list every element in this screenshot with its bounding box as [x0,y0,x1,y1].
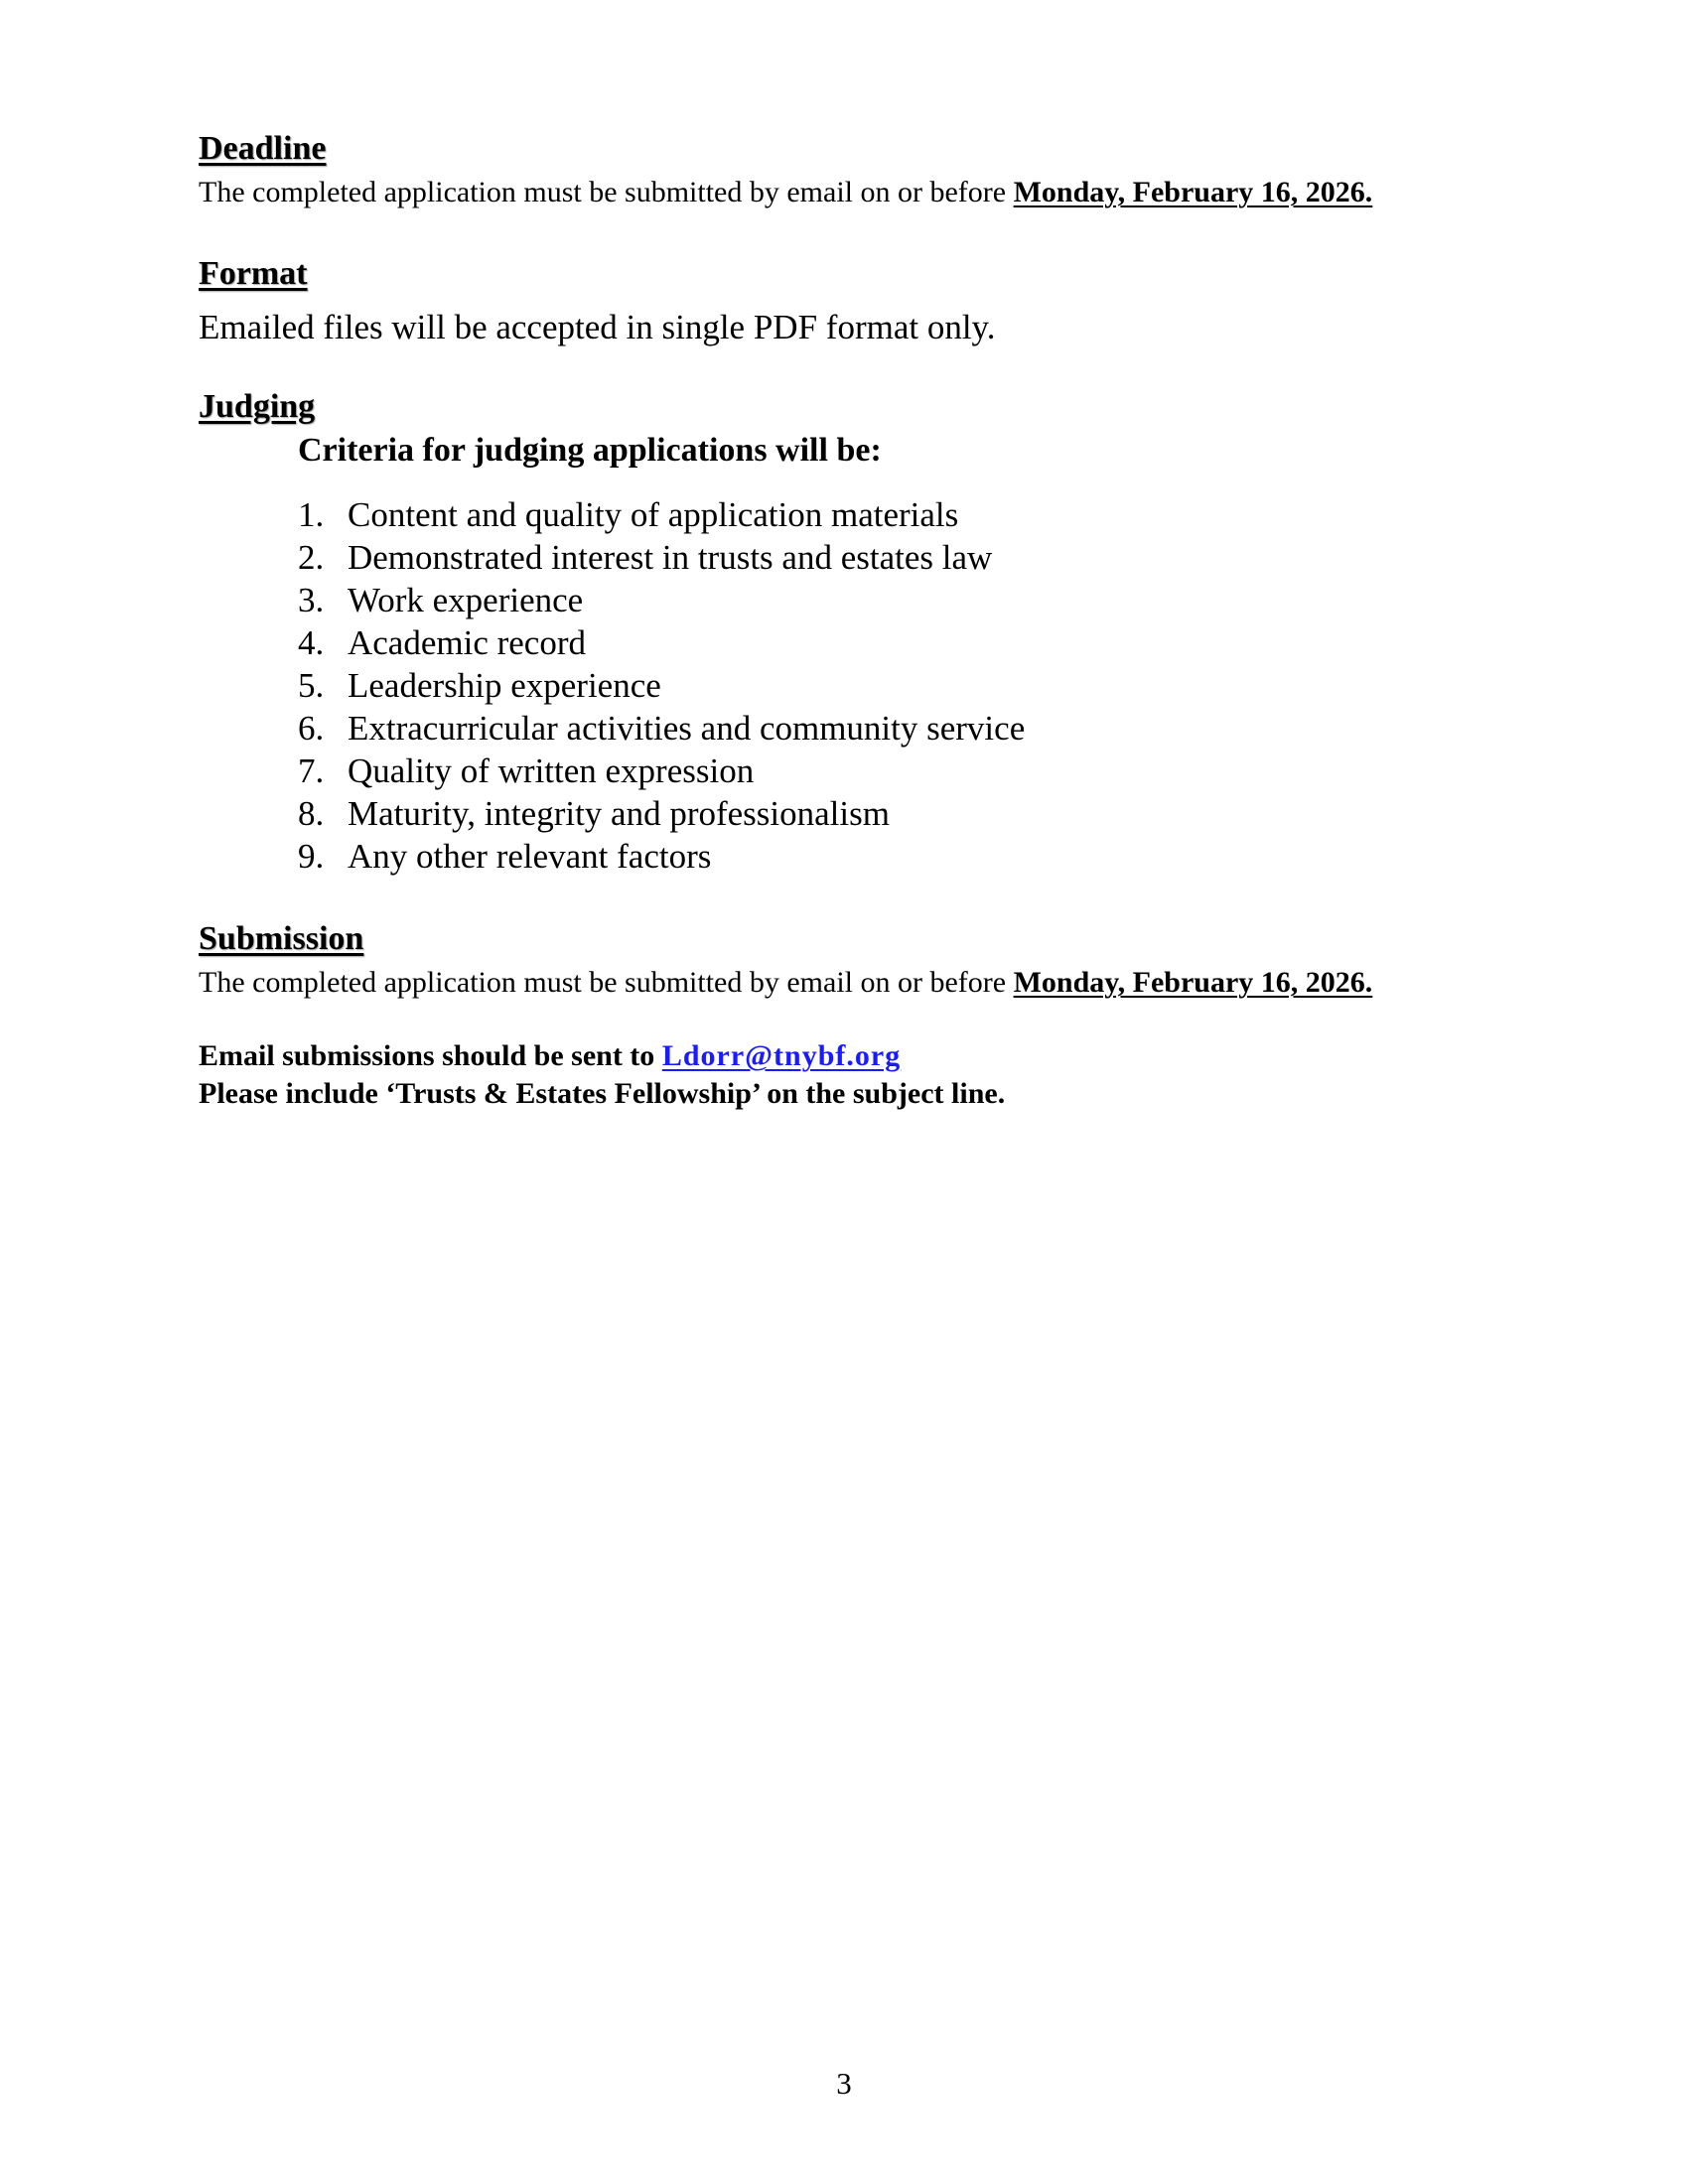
criteria-item [298,707,1025,750]
subject-note: Please include ‘Trusts & Estates Fellowship’ on the subject line. [199,1077,1006,1110]
criteria-number: 7. [298,751,325,790]
email-prefix: Email submissions should be sent to [199,1039,662,1072]
criteria-item [298,579,1025,621]
submission-date: Monday, February 16, 2026. [1013,966,1373,999]
criteria-number: 4. [298,623,325,662]
criteria-number: 1. [298,495,325,534]
criteria-text: Maturity, integrity and professionalism [348,794,890,833]
email-line [199,1038,901,1074]
criteria-text: Quality of written expression [348,751,755,790]
deadline-heading: Deadline [199,130,327,167]
criteria-item [298,536,1025,579]
criteria-list [298,493,1025,878]
criteria-item [298,621,1025,664]
criteria-number: 2. [298,538,325,577]
criteria-number: 6. [298,709,325,748]
criteria-number: 9. [298,837,325,876]
page-number: 3 [836,2066,852,2101]
format-heading: Format [199,255,308,292]
format-text: Emailed files will be accepted in single PDF format only. [199,308,996,346]
criteria-text: Leadership experience [348,666,661,705]
criteria-number: 5. [298,666,325,705]
criteria-text: Content and quality of application materials [348,495,959,534]
submission-heading: Submission [199,920,364,957]
criteria-number: 3. [298,581,325,619]
criteria-text: Extracurricular activities and community service [348,709,1026,748]
criteria-item [298,664,1025,707]
criteria-item [298,792,1025,835]
criteria-item [298,493,1025,536]
criteria-text: Demonstrated interest in trusts and estates law [348,538,993,577]
criteria-item [298,835,1025,878]
email-link[interactable]: Ldorr@tnybf.org [661,1039,902,1072]
judging-heading: Judging [199,388,316,425]
deadline-text [199,175,1372,210]
criteria-item [298,750,1025,792]
criteria-number: 8. [298,794,325,833]
submission-sentence: The completed application must be submitted by email on or before [199,966,1014,999]
judging-intro: Criteria for judging applications will be: [298,432,882,469]
deadline-date: Monday, February 16, 2026. [1013,176,1373,208]
deadline-sentence: The completed application must be submitted by email on or before [199,176,1014,208]
criteria-text: Work experience [348,581,584,619]
criteria-text: Any other relevant factors [348,837,712,876]
criteria-text: Academic record [348,623,586,662]
submission-text [199,965,1372,1001]
